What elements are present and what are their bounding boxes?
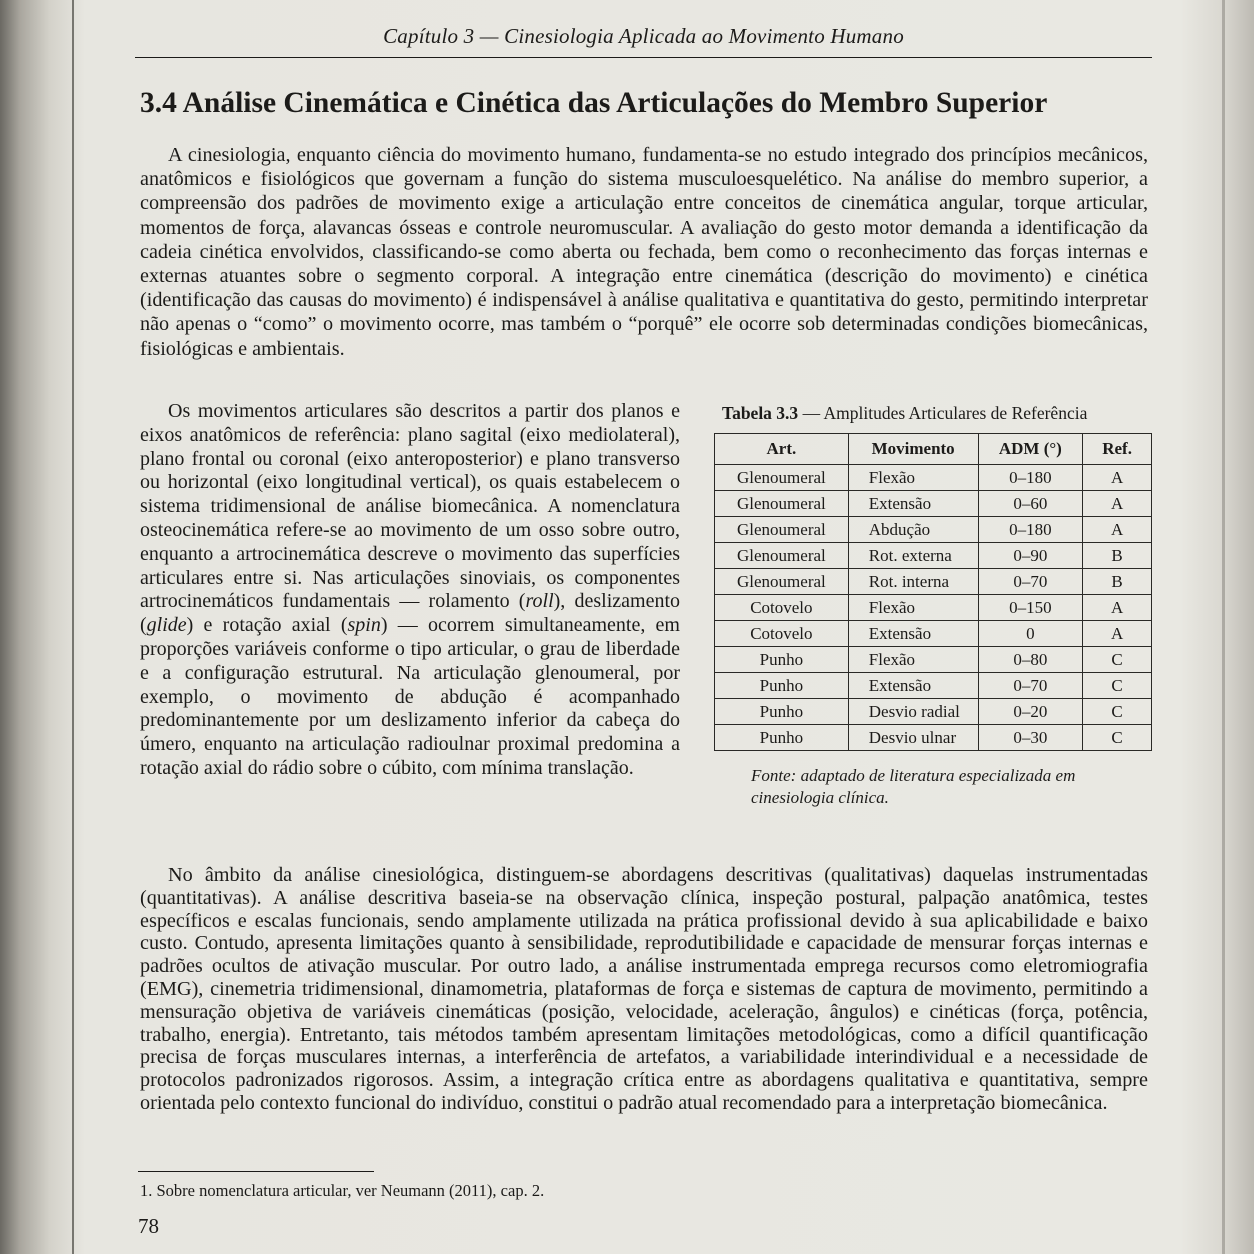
column-header: Ref. [1083,434,1152,465]
table-row [715,465,1152,491]
cell-ref: B [1083,543,1152,569]
paragraph-text: ) — ocorrem simultaneamente, em proporções variáveis conforme o tipo articular, o grau de liberdade e a configuração estrutural. Na articulação glenoumeral, por exemplo, o movimento de abdução é acompanhado predominantemente por um deslizamento inferior da cabeça do úmero, enquanto na articulação radioulnar proximal predomina a rotação axial do rádio sobre o cúbito, com mínima translação. [140,614,680,779]
cell-rom: 0–30 [978,725,1083,751]
caption-dash: — [798,403,824,423]
paragraph-intro: A cinesiologia, enquanto ciência do movimento humano, fundamenta-se no estudo integrado dos princípios mecânicos, anatômicos e fisiológicos que governam a função do sistema musculoesquelético. Na análise do membro superior, a compreensão dos padrões de movimento exige a articulação entre conceitos de cinemática angular, torque articular, momentos de força, alavancas ósseas e controle neuromuscular. A avaliação do gesto motor demanda a identificação da cadeia cinética envolvidos, classificando-se como aberta ou fechada, bem como o reconhecimento das forças internas e externas atuantes sobre o segmento corporal. A integração entre cinemática (descrição do movimento) e cinética (identificação das causas do movimento) é indispensável à análise qualitativa e quantitativa do gesto, permitindo interpretar não apenas o “como” o movimento ocorre, mas também o “porquê” ele ocorre sob determinadas condições biomecânicas, fisiológicas e ambientais. [140,144,1148,360]
cell-ref: A [1083,465,1152,491]
cell-rom: 0–180 [978,517,1083,543]
cell-rom: 0–150 [978,595,1083,621]
cell-rom: 0–60 [978,491,1083,517]
cell-ref: A [1083,491,1152,517]
term-glide: glide [146,614,187,637]
column-header: Movimento [848,434,978,465]
table-row [715,491,1152,517]
paragraph-text: ) e rotação axial ( [186,614,348,637]
cell-movement: Flexão [848,595,978,621]
table-source-note: Fonte: adaptado de literatura especializada em cinesiologia clínica. [751,766,1076,807]
cell-joint: Punho [715,647,849,673]
cell-joint: Glenoumeral [715,569,849,595]
table-row [715,517,1152,543]
running-head: Capítulo 3 — Cinesiologia Aplicada ao Movimento Humano [383,24,904,48]
footnote-rule [138,1171,374,1172]
paragraph-planes [140,400,680,781]
cell-movement: Abdução [848,517,978,543]
header-rule [135,57,1152,58]
cell-joint: Cotovelo [715,595,849,621]
cell-movement: Desvio radial [848,699,978,725]
cell-rom: 0 [978,621,1083,647]
cell-movement: Flexão [848,465,978,491]
cell-joint: Glenoumeral [715,517,849,543]
cell-rom: 0–180 [978,465,1083,491]
cell-ref: C [1083,725,1152,751]
cell-rom: 0–90 [978,543,1083,569]
table-header-row [715,434,1152,465]
column-header: Art. [715,434,849,465]
section-title: 3.4 Análise Cinemática e Cinética das Articulações do Membro Superior [140,87,1048,119]
paragraph-text: ), deslizamento ( [140,590,680,637]
cell-movement: Extensão [848,621,978,647]
cell-ref: C [1083,647,1152,673]
table-row [715,725,1152,751]
cell-ref: A [1083,595,1152,621]
cell-joint: Punho [715,725,849,751]
footnote: 1. Sobre nomenclatura articular, ver Neumann (2011), cap. 2. [140,1181,545,1200]
table-row [715,543,1152,569]
cell-ref: C [1083,673,1152,699]
cell-movement: Extensão [848,673,978,699]
table-caption [722,403,1152,424]
table-row [715,699,1152,725]
table-row [715,621,1152,647]
cell-joint: Glenoumeral [715,543,849,569]
cell-ref: B [1083,569,1152,595]
binding-shadow [72,0,74,1254]
cell-movement: Rot. externa [848,543,978,569]
range-of-motion-table [714,433,1152,751]
table-row [715,595,1152,621]
cell-ref: C [1083,699,1152,725]
cell-joint: Glenoumeral [715,491,849,517]
cell-movement: Rot. interna [848,569,978,595]
cell-joint: Glenoumeral [715,465,849,491]
cell-rom: 0–70 [978,673,1083,699]
table-number: Tabela 3.3 [722,403,799,423]
cell-ref: A [1083,621,1152,647]
cell-joint: Cotovelo [715,621,849,647]
page-number: 78 [138,1214,159,1238]
page-edge [1222,0,1225,1254]
cell-joint: Punho [715,699,849,725]
table-row [715,569,1152,595]
paragraph-approaches: No âmbito da análise cinesiológica, distinguem-se abordagens descritivas (qualitativas) daquelas instrumentadas (quantitativas). A análise descritiva baseia-se na observação clínica, inspeção postural, palpação anatômica, testes específicos e escalas funcionais, sendo amplamente utilizada na prática profissional devido à sua aplicabilidade e baixo custo. Contudo, apresenta limitações quanto à sensibilidade, reprodutibilidade e capacidade de mensurar forças internas e padrões ocultos de ativação muscular. Por outro lado, a análise instrumentada emprega recursos como eletromiografia (EMG), cinemetria tridimensional, dinamometria, plataformas de força e sistemas de captura de movimento, permitindo a mensuração objetiva de variáveis cinemáticas (posição, velocidade, aceleração, ângulos) e cinéticas (força, potência, trabalho, energia). Entretanto, tais métodos também apresentam limitações metodológicas, como a difícil quantificação precisa de forças musculares internas, a interferência de artefatos, a variabilidade interindividual e a necessidade de protocolos padronizados rigorosos. Assim, a integração crítica entre as abordagens qualitativa e quantitativa, sempre orientada pelo contexto funcional do indivíduo, constitui o padrão atual recomendado para a interpretação biomecânica. [140,864,1148,1114]
cell-movement: Flexão [848,647,978,673]
table-row [715,647,1152,673]
paragraph-text: Os movimentos articulares são descritos a partir dos planos e eixos anatômicos de referência: plano sagital (eixo mediolateral), plano frontal ou coronal (eixo anteroposterior) e plano transverso ou horizontal (eixo longitudinal vertical), os quais estabelecem o sistema tridimensional de análise biomecânica. A nomenclatura osteocinemática refere-se ao movimento de um osso sobre outro, enquanto a artrocinemática descreve o movimento das superfícies articulares entre si. Nas articulações sinoviais, os componentes artrocinemáticos fundamentais — rolamento ( [140,400,680,613]
cell-ref: A [1083,517,1152,543]
cell-rom: 0–20 [978,699,1083,725]
cell-joint: Punho [715,673,849,699]
table-title: Amplitudes Articulares de Referência [823,403,1088,423]
term-roll: roll [525,590,554,613]
cell-movement: Extensão [848,491,978,517]
column-header: ADM (°) [978,434,1083,465]
cell-movement: Desvio ulnar [848,725,978,751]
cell-rom: 0–70 [978,569,1083,595]
table-row [715,673,1152,699]
cell-rom: 0–80 [978,647,1083,673]
term-spin: spin [347,614,381,637]
